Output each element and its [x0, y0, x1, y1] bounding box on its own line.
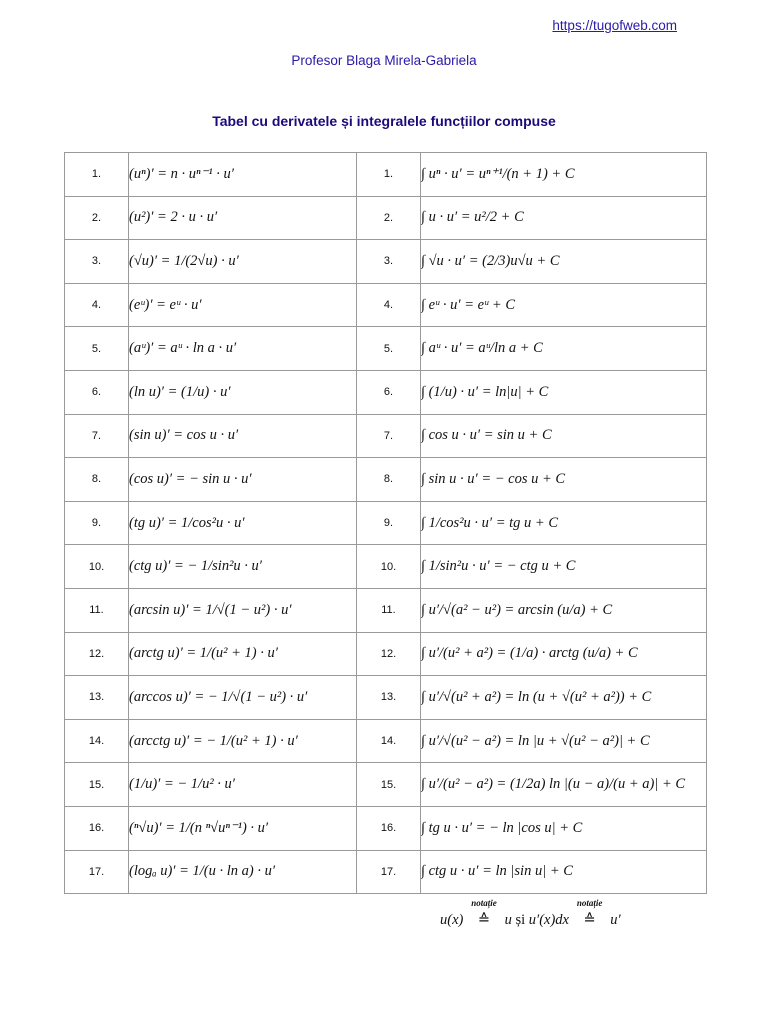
derivative-number: 12.	[65, 632, 129, 676]
integral-number: 15.	[357, 763, 421, 807]
derivative-formula: (ⁿ√u)′ = 1/(n ⁿ√uⁿ⁻¹) · u′	[129, 806, 357, 850]
integral-formula: ∫ u′/(u² − a²) = (1/2a) ln |(u − a)/(u + a)| + C	[421, 763, 707, 807]
derivative-formula: (uⁿ)′ = n · uⁿ⁻¹ · u′	[129, 153, 357, 197]
integral-number: 16.	[357, 806, 421, 850]
integral-number: 5.	[357, 327, 421, 371]
derivative-formula: (sin u)′ = cos u · u′	[129, 414, 357, 458]
integral-number: 6.	[357, 370, 421, 414]
derivative-number: 16.	[65, 806, 129, 850]
derivative-formula: (ln u)′ = (1/u) · u′	[129, 370, 357, 414]
notation-symbol	[467, 898, 501, 929]
notation-equals-2: ≙	[583, 912, 596, 928]
notation-left: u(x)	[440, 912, 464, 928]
table-row	[65, 458, 707, 502]
derivative-number: 1.	[65, 153, 129, 197]
integral-formula: ∫ aᵘ · u′ = aᵘ/ln a + C	[421, 327, 707, 371]
table-row	[65, 763, 707, 807]
table-row	[65, 850, 707, 894]
derivative-number: 10.	[65, 545, 129, 589]
derivative-formula: (arccos u)′ = − 1/√(1 − u²) · u′	[129, 676, 357, 720]
derivative-number: 9.	[65, 501, 129, 545]
page-title: Tabel cu derivatele și integralele funcțiilor compuse	[212, 113, 556, 129]
integral-number: 1.	[357, 153, 421, 197]
derivative-formula: (tg u)′ = 1/cos²u · u′	[129, 501, 357, 545]
integral-formula: ∫ (1/u) · u′ = ln|u| + C	[421, 370, 707, 414]
derivative-formula: (√u)′ = 1/(2√u) · u′	[129, 240, 357, 284]
integral-formula: ∫ eᵘ · u′ = eᵘ + C	[421, 283, 707, 327]
derivative-number: 4.	[65, 283, 129, 327]
integral-number: 2.	[357, 196, 421, 240]
integral-formula: ∫ tg u · u′ = − ln |cos u| + C	[421, 806, 707, 850]
integral-formula: ∫ u′/√(u² − a²) = ln |u + √(u² − a²)| + C	[421, 719, 707, 763]
integral-formula: ∫ u′/√(a² − u²) = arcsin (u/a) + C	[421, 588, 707, 632]
derivative-formula: (eᵘ)′ = eᵘ · u′	[129, 283, 357, 327]
derivative-formula: (u²)′ = 2 · u · u′	[129, 196, 357, 240]
integral-number: 9.	[357, 501, 421, 545]
integral-number: 10.	[357, 545, 421, 589]
derivative-number: 5.	[65, 327, 129, 371]
site-link[interactable]: https://tugofweb.com	[552, 18, 677, 33]
table-row	[65, 588, 707, 632]
table-row	[65, 240, 707, 284]
derivative-number: 11.	[65, 588, 129, 632]
table-row	[65, 327, 707, 371]
derivative-number: 15.	[65, 763, 129, 807]
notation-label: notație	[471, 898, 497, 908]
integral-number: 13.	[357, 676, 421, 720]
derivative-formula: (arcsin u)′ = 1/√(1 − u²) · u′	[129, 588, 357, 632]
integral-formula: ∫ √u · u′ = (2/3)u√u + C	[421, 240, 707, 284]
formula-table	[64, 152, 707, 894]
integral-formula: ∫ ctg u · u′ = ln |sin u| + C	[421, 850, 707, 894]
integral-number: 17.	[357, 850, 421, 894]
table-row	[65, 501, 707, 545]
derivative-formula: (ctg u)′ = − 1/sin²u · u′	[129, 545, 357, 589]
table-row	[65, 806, 707, 850]
notation-middle-var: u	[504, 912, 512, 928]
notation-symbol-2	[573, 898, 607, 929]
integral-number: 4.	[357, 283, 421, 327]
derivative-number: 8.	[65, 458, 129, 502]
notation-equals: ≙	[477, 912, 491, 928]
integral-number: 7.	[357, 414, 421, 458]
author-name: Profesor Blaga Mirela-Gabriela	[291, 53, 477, 68]
notation-right-var: u′	[610, 912, 621, 928]
table-row	[65, 545, 707, 589]
derivative-number: 13.	[65, 676, 129, 720]
derivative-number: 3.	[65, 240, 129, 284]
integral-formula: ∫ u′/√(u² + a²) = ln (u + √(u² + a²)) + C	[421, 676, 707, 720]
derivative-formula: (aᵘ)′ = aᵘ · ln a · u′	[129, 327, 357, 371]
table-row	[65, 370, 707, 414]
notation-line	[440, 898, 621, 929]
table-row	[65, 153, 707, 197]
integral-formula: ∫ 1/cos²u · u′ = tg u + C	[421, 501, 707, 545]
integral-number: 8.	[357, 458, 421, 502]
derivative-number: 6.	[65, 370, 129, 414]
derivative-formula: (arcctg u)′ = − 1/(u² + 1) · u′	[129, 719, 357, 763]
derivative-number: 7.	[65, 414, 129, 458]
integral-number: 3.	[357, 240, 421, 284]
integral-number: 14.	[357, 719, 421, 763]
notation-connector: și	[515, 912, 526, 928]
derivative-formula: (logₐ u)′ = 1/(u · ln a) · u′	[129, 850, 357, 894]
integral-formula: ∫ uⁿ · u′ = uⁿ⁺¹/(n + 1) + C	[421, 153, 707, 197]
derivative-number: 17.	[65, 850, 129, 894]
table-row	[65, 719, 707, 763]
integral-formula: ∫ cos u · u′ = sin u + C	[421, 414, 707, 458]
derivative-formula: (cos u)′ = − sin u · u′	[129, 458, 357, 502]
notation-right-left: u′(x)dx	[528, 912, 569, 928]
integral-formula: ∫ sin u · u′ = − cos u + C	[421, 458, 707, 502]
integral-formula: ∫ 1/sin²u · u′ = − ctg u + C	[421, 545, 707, 589]
table-row	[65, 414, 707, 458]
table-row	[65, 632, 707, 676]
integral-formula: ∫ u′/(u² + a²) = (1/a) · arctg (u/a) + C	[421, 632, 707, 676]
table-row	[65, 283, 707, 327]
integral-formula: ∫ u · u′ = u²/2 + C	[421, 196, 707, 240]
table-row	[65, 196, 707, 240]
derivative-formula: (1/u)′ = − 1/u² · u′	[129, 763, 357, 807]
notation-label-2: notație	[576, 898, 603, 908]
derivative-number: 2.	[65, 196, 129, 240]
integral-number: 11.	[357, 588, 421, 632]
integral-number: 12.	[357, 632, 421, 676]
derivative-formula: (arctg u)′ = 1/(u² + 1) · u′	[129, 632, 357, 676]
derivative-number: 14.	[65, 719, 129, 763]
table-row	[65, 676, 707, 720]
